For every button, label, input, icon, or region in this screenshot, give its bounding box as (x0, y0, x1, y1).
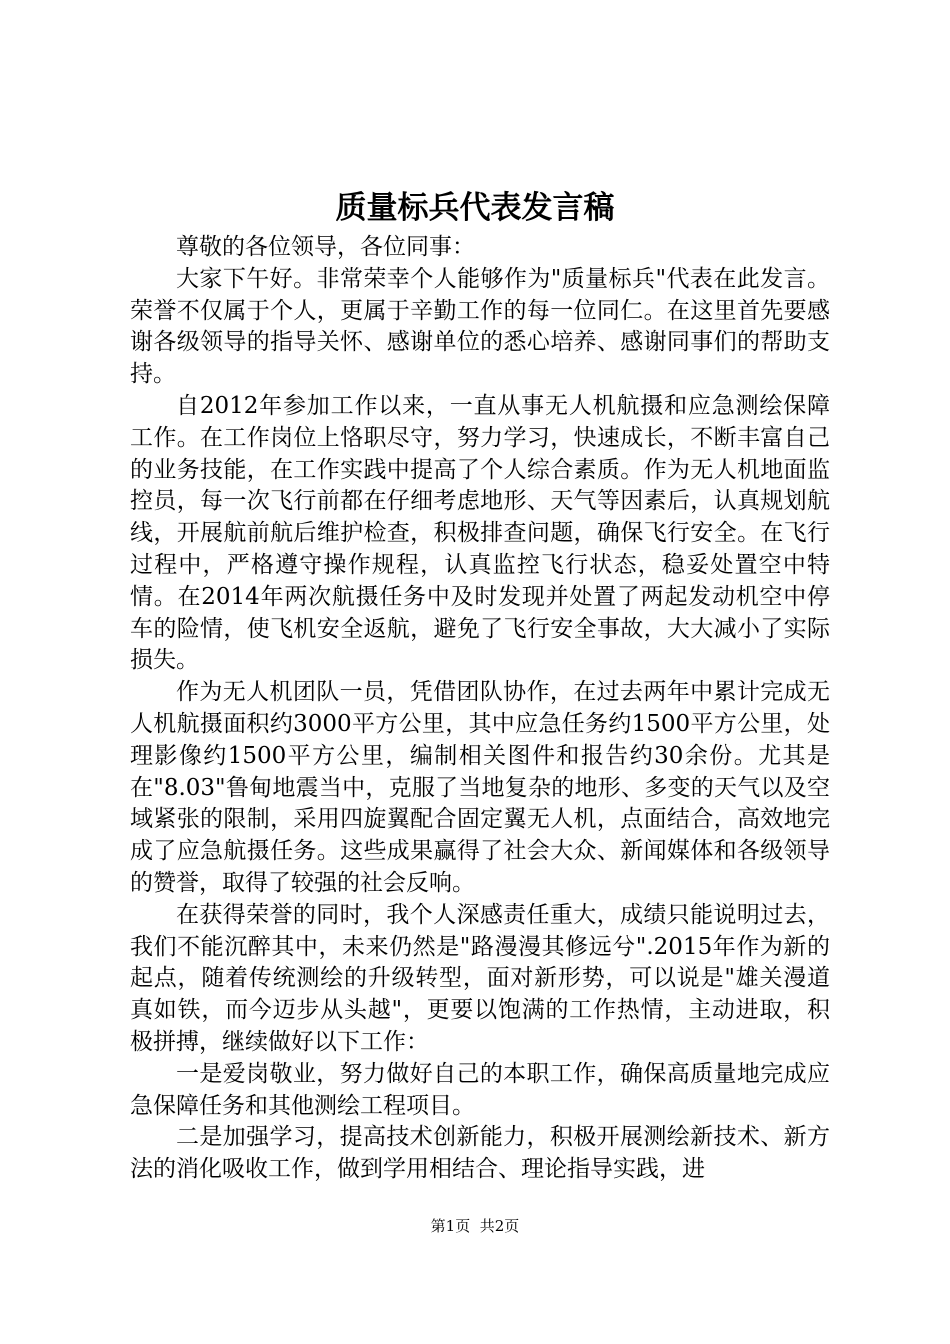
body-paragraph: 自2012年参加工作以来，一直从事无人机航摄和应急测绘保障工作。在工作岗位上恪职尽守，努力学习，快速成长，不断丰富自己的业务技能，在工作实践中提高了个人综合素质。作为无人机地面监控员，每一次飞行前都在仔细考虑地形、天气等因素后，认真规划航线，开展航前航后维护检查，积极排查问题，确保飞行安全。在飞行过程中，严格遵守操作规程，认真监控飞行状态，稳妥处置空中特情。在2014年两次航摄任务中及时发现并处置了两起发动机空中停车的险情，使飞机安全返航，避免了飞行安全事故，大大减小了实际损失。 (130, 392, 830, 674)
document-title: 质量标兵代表发言稿 (335, 190, 615, 226)
body-paragraph: 二是加强学习，提高技术创新能力，积极开展测绘新技术、新方法的消化吸收工作，做到学用相结合、理论指导实践，进 (130, 1124, 830, 1183)
body-paragraph: 大家下午好。非常荣幸个人能够作为"质量标兵"代表在此发言。荣誉不仅属于个人，更属于辛勤工作的每一位同仁。在这里首先要感谢各级领导的指导关怀、感谢单位的悉心培养、感谢同事们的帮助支持。 (130, 265, 830, 388)
page-total: 共2页 (479, 1217, 520, 1235)
salutation-paragraph: 尊敬的各位领导，各位同事： (176, 234, 475, 260)
body-paragraph: 在获得荣誉的同时，我个人深感责任重大，成绩只能说明过去，我们不能沉醉其中，未来仍然是"路漫漫其修远兮".2015年作为新的起点，随着传统测绘的升级转型，面对新形势，可以说是"雄关漫道真如铁，而今迈步从头越"，更要以饱满的工作热情，主动进取，积极拼搏，继续做好以下工作： (130, 901, 830, 1055)
footer-spacer (470, 1217, 480, 1235)
page-number: 第1页 (430, 1217, 471, 1235)
page-footer (0, 1215, 950, 1237)
body-paragraph: 一是爱岗敬业，努力做好自己的本职工作，确保高质量地完成应急保障任务和其他测绘工程项目。 (130, 1060, 830, 1119)
body-paragraph: 作为无人机团队一员，凭借团队协作，在过去两年中累计完成无人机航摄面积约3000平方公里，其中应急任务约1500平方公里，处理影像约1500平方公里，编制相关图件和报告约30余份。尤其是在"8.03"鲁甸地震当中，克服了当地复杂的地形、多变的天气以及空域紧张的限制，采用四旋翼配合固定翼无人机，点面结合，高效地完成了应急航摄任务。这些成果赢得了社会大众、新闻媒体和各级领导的赞誉，取得了较强的社会反响。 (130, 679, 830, 896)
document-body (130, 232, 830, 1186)
